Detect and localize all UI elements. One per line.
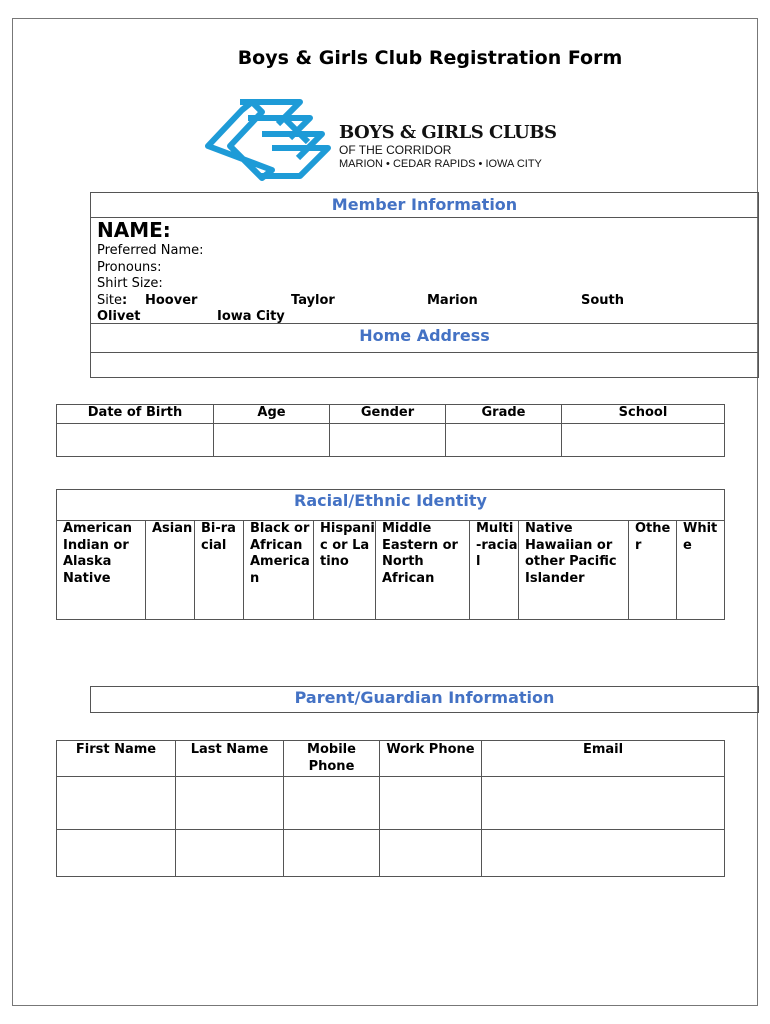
site-option-olivet[interactable]: Olivet — [97, 309, 141, 324]
site-options-row-1 — [97, 293, 752, 310]
logo-main-text: BOYS & GIRLS CLUBS — [339, 122, 557, 143]
member-information-section — [90, 192, 759, 378]
option-bi-racial[interactable]: Bi-racial — [195, 520, 244, 619]
mobile-phone-cell[interactable] — [284, 830, 380, 877]
option-american-indian[interactable]: American Indian or Alaska Native — [57, 520, 146, 619]
table-header-row — [57, 405, 725, 424]
age-cell[interactable] — [214, 424, 330, 457]
email-cell[interactable] — [482, 830, 725, 877]
form-title: Boys & Girls Club Registration Form — [237, 47, 623, 69]
member-information-heading: Member Information — [91, 193, 758, 218]
column-work-phone: Work Phone — [380, 741, 482, 777]
column-email: Email — [482, 741, 725, 777]
option-other[interactable]: Other — [629, 520, 677, 619]
option-hispanic[interactable]: Hispanic or Latino — [314, 520, 376, 619]
racial-ethnic-identity-heading: Racial/Ethnic Identity — [57, 490, 724, 521]
site-option-hoover[interactable]: Hoover — [145, 292, 198, 308]
site-option-south[interactable]: South — [581, 292, 625, 308]
home-address-field[interactable] — [91, 351, 758, 377]
first-name-cell[interactable] — [57, 830, 176, 877]
site-option-marion[interactable]: Marion — [427, 292, 478, 308]
member-fields — [97, 217, 752, 326]
option-asian[interactable]: Asian — [146, 520, 195, 619]
site-option-taylor[interactable]: Taylor — [291, 292, 335, 308]
last-name-cell[interactable] — [176, 830, 284, 877]
parent-guardian-section — [90, 686, 759, 713]
column-mobile-phone: Mobile Phone — [284, 741, 380, 777]
school-cell[interactable] — [562, 424, 725, 457]
racial-ethnic-identity-section — [56, 489, 725, 620]
column-gender: Gender — [330, 405, 446, 424]
name-field[interactable]: NAME: — [97, 218, 171, 242]
last-name-cell[interactable] — [176, 777, 284, 830]
shirt-size-field[interactable]: Shirt Size: — [97, 276, 163, 291]
option-middle-eastern[interactable]: Middle Eastern or North African — [376, 520, 470, 619]
racial-options — [57, 520, 724, 619]
date-of-birth-cell[interactable] — [57, 424, 214, 457]
option-native-hawaiian[interactable]: Native Hawaiian or other Pacific Islander — [519, 520, 629, 619]
logo-cities: MARION • CEDAR RAPIDS • IOWA CITY — [339, 158, 542, 170]
table-row — [57, 424, 725, 457]
pronouns-field[interactable]: Pronouns: — [97, 259, 162, 275]
mobile-phone-cell[interactable] — [284, 777, 380, 830]
table-header-row — [57, 741, 725, 777]
option-black[interactable]: Black or African American — [244, 520, 314, 619]
parent-guardian-heading: Parent/Guardian Information — [294, 688, 555, 707]
column-date-of-birth: Date of Birth — [57, 405, 214, 424]
column-first-name: First Name — [57, 741, 176, 777]
preferred-name-field[interactable]: Preferred Name: — [97, 243, 204, 258]
parent-guardian-table — [56, 740, 725, 877]
table-row — [57, 777, 725, 830]
first-name-cell[interactable] — [57, 777, 176, 830]
table-row — [57, 830, 725, 877]
email-cell[interactable] — [482, 777, 725, 830]
column-school: School — [562, 405, 725, 424]
gender-cell[interactable] — [330, 424, 446, 457]
column-age: Age — [214, 405, 330, 424]
site-label: Site: — [97, 292, 128, 308]
option-multi-racial[interactable]: Multi-racial — [470, 520, 519, 619]
demographics-table — [56, 404, 725, 457]
logo-subtitle: OF THE CORRIDOR — [339, 143, 452, 157]
home-address-heading: Home Address — [91, 323, 758, 353]
work-phone-cell[interactable] — [380, 830, 482, 877]
club-logo — [200, 98, 580, 184]
column-last-name: Last Name — [176, 741, 284, 777]
logo-text — [339, 122, 556, 171]
site-option-iowa-city[interactable]: Iowa City — [217, 309, 285, 324]
grade-cell[interactable] — [446, 424, 562, 457]
club-logo-hands-icon — [200, 98, 335, 184]
option-white[interactable]: White — [683, 521, 718, 553]
work-phone-cell[interactable] — [380, 777, 482, 830]
column-grade: Grade — [446, 405, 562, 424]
